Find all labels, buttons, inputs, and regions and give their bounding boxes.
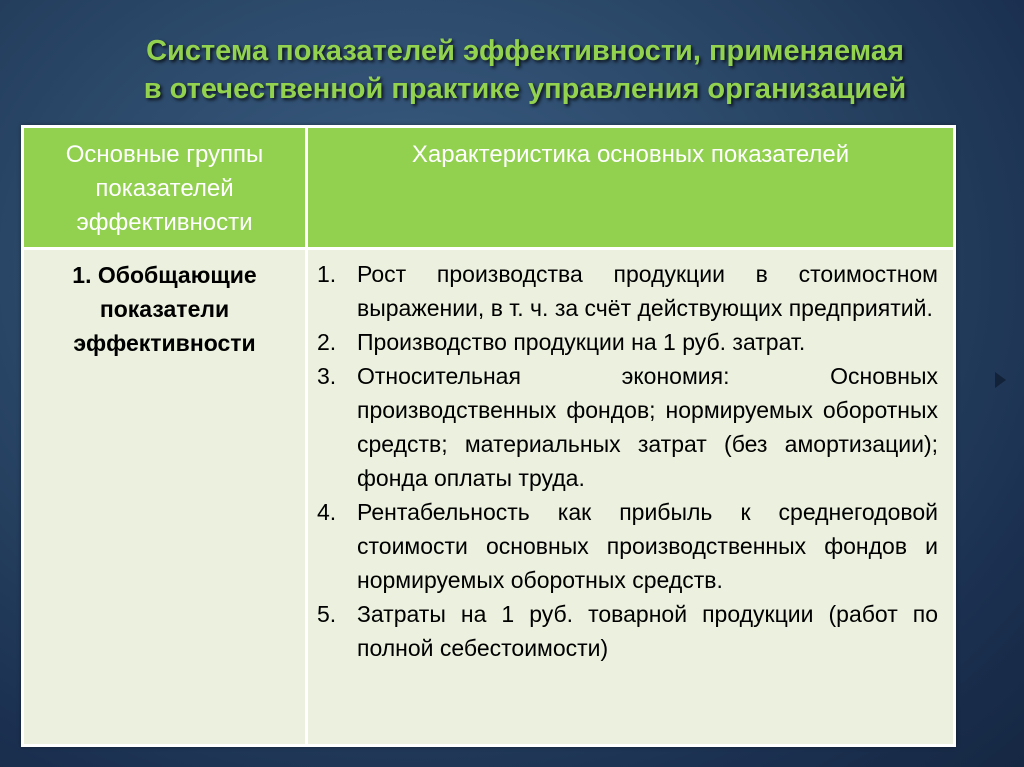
header-cell-groups: Основные группы показателей эффективности <box>24 128 305 247</box>
list-item <box>317 325 938 359</box>
list-item <box>317 495 938 597</box>
list-item-text: Рост производства продукции в стоимостном выражении, в т. ч. за счёт действующих предприятий. <box>357 261 938 321</box>
next-slide-arrow-icon[interactable] <box>995 372 1006 388</box>
list-item <box>317 257 938 325</box>
list-item-number: 1. <box>317 261 337 287</box>
slide-title <box>60 32 990 108</box>
list-item-number: 4. <box>317 499 337 525</box>
slide-title-line-2: в отечественной практике управления организацией <box>143 73 907 105</box>
list-item-text: Относительная экономия: Основных производственных фондов; нормируемых оборотных средств; материальных затрат (без амортизации); фонда оплаты труда. <box>357 363 938 491</box>
slide-title-line-1: Система показателей эффективности, применяемая <box>146 35 904 67</box>
list-item-number: 3. <box>317 363 337 389</box>
list-item-number: 2. <box>317 329 337 355</box>
list-item <box>317 359 938 495</box>
table-cell-group: 1. Обобщающие показатели эффективности <box>24 250 305 744</box>
list-item <box>317 597 938 665</box>
header-cell-characteristics: Характеристика основных показателей <box>308 128 953 247</box>
indicator-list <box>317 257 938 665</box>
list-item-text: Затраты на 1 руб. товарной продукции (работ по полной себестоимости) <box>357 601 938 661</box>
table-cell-characteristics <box>308 250 953 744</box>
indicators-table <box>21 125 956 747</box>
list-item-text: Рентабельность как прибыль к среднегодовой стоимости основных производственных фондов и нормируемых оборотных средств. <box>357 499 938 593</box>
list-item-text: Производство продукции на 1 руб. затрат. <box>357 329 806 355</box>
list-item-number: 5. <box>317 601 337 627</box>
